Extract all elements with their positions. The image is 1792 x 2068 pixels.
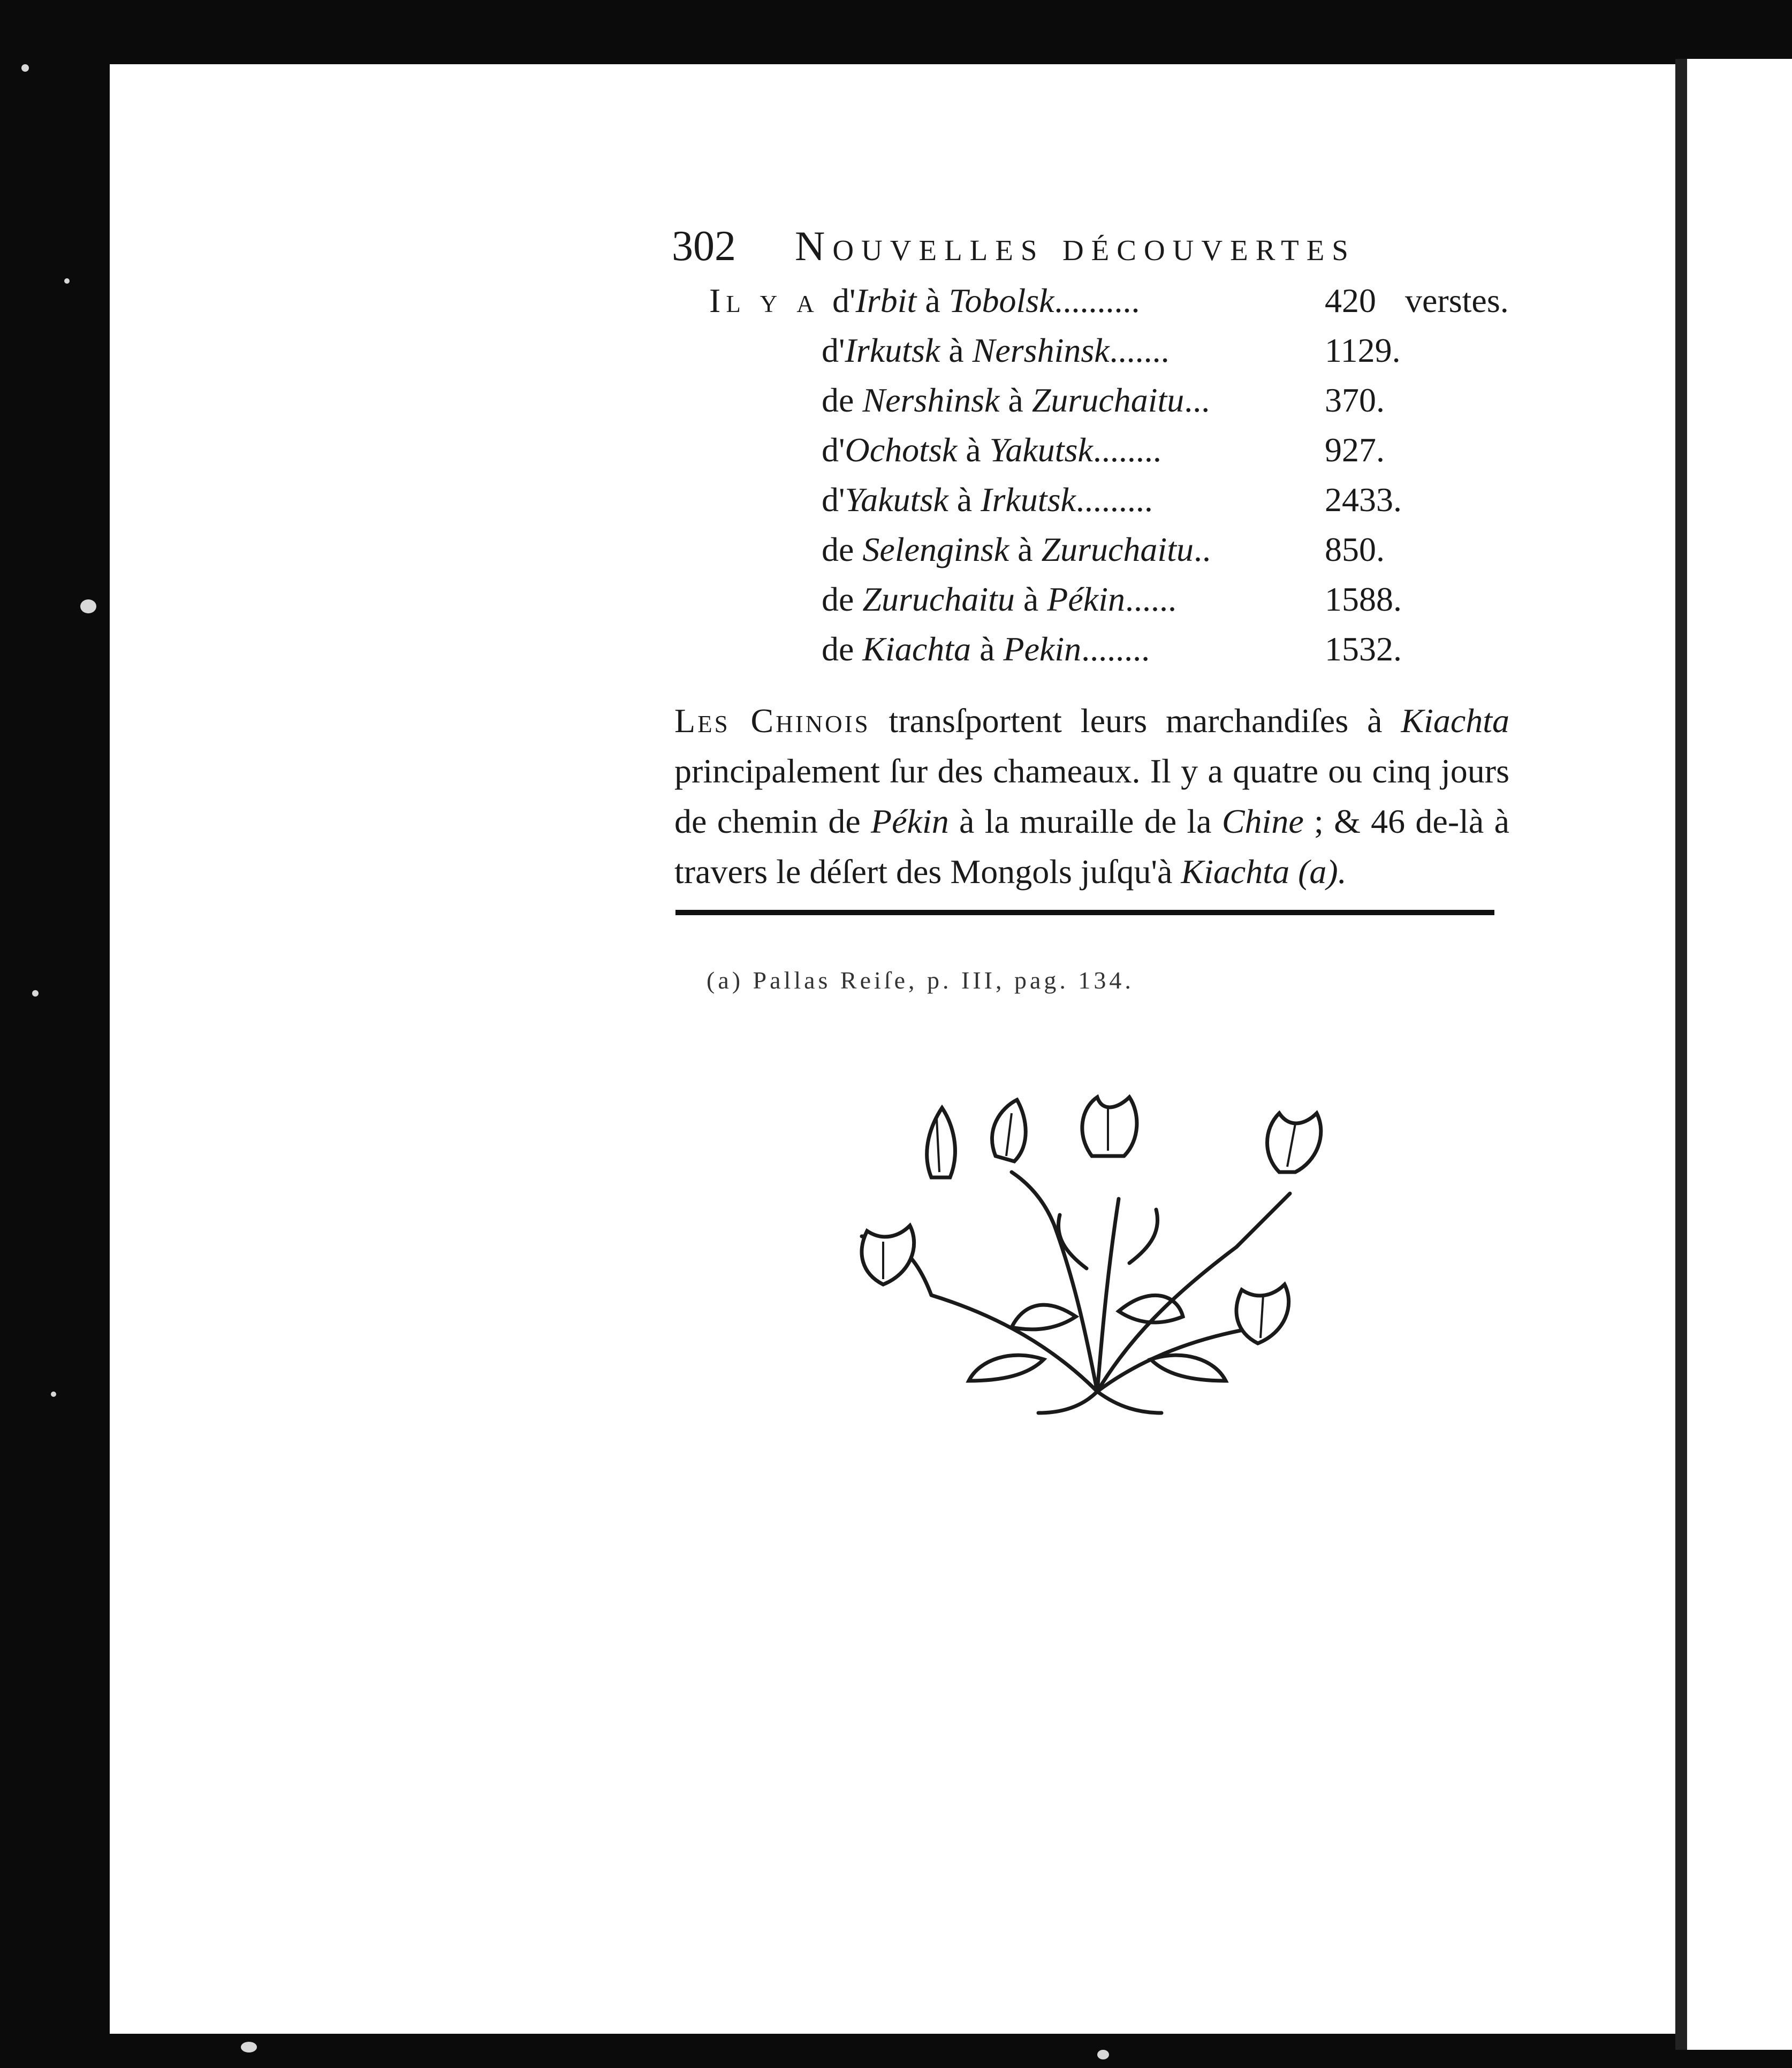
distance-row [709, 480, 1512, 530]
route-leader-dots: ....... [1109, 331, 1170, 369]
body-paragraph [674, 696, 1509, 897]
route-leader-dots: ......... [1075, 481, 1153, 519]
route-leader-dots: .......... [1054, 282, 1140, 320]
route-origin: Yakutsk [845, 481, 948, 519]
scan-speck [64, 278, 70, 284]
page-number: 302 [672, 223, 736, 270]
scan-speck [241, 2042, 257, 2052]
text-run-italic: (a). [1289, 853, 1347, 891]
route-leader-dots: ........ [1092, 431, 1161, 469]
route-prep: d' [822, 331, 845, 369]
text-run-italic: Pékin [871, 802, 949, 840]
route-distance: 1588. [1325, 580, 1402, 618]
text-run: Les Chinois [674, 702, 870, 740]
distance-row [709, 629, 1512, 679]
route-distance: 370. [1325, 381, 1385, 419]
facing-page-edge [1675, 59, 1792, 2050]
route-connector: à [948, 331, 964, 369]
route-distance: 1129. [1325, 331, 1401, 369]
text-run: principalement ſur des chameaux. Il y a quatre ou cinq jours de chemin de [674, 752, 1509, 840]
route-text [822, 629, 1150, 669]
scan-speck [51, 1392, 56, 1397]
route-leader-dots: ... [1184, 381, 1210, 419]
text-run: à la muraille de la [948, 802, 1222, 840]
route-connector: à [1023, 580, 1039, 618]
route-connector: à [966, 431, 981, 469]
route-connector: à [1008, 381, 1023, 419]
route-connector: à [925, 282, 940, 320]
route-destination: Zuruchaitu [1041, 530, 1194, 568]
footnote: (a) Pallas Reiſe, p. III, pag. 134. [707, 967, 1134, 994]
route-connector: à [1018, 530, 1033, 568]
route-prep: d' [822, 481, 845, 519]
route-leader-dots: ........ [1081, 630, 1150, 668]
route-distance: 420 [1325, 282, 1376, 320]
text-run: transſportent leurs marchandiſes à [870, 702, 1401, 740]
route-prep: d' [832, 282, 856, 320]
floral-tulip-ornament-icon [851, 1092, 1343, 1424]
scan-speck [1097, 2050, 1109, 2059]
route-destination: Irkutsk [981, 481, 1076, 519]
distance-row [709, 430, 1512, 480]
route-prep: d' [822, 431, 845, 469]
distance-row [709, 530, 1512, 580]
text-run: ; & 46 de-là à travers le déſert des Mongols juſqu'à [674, 802, 1509, 891]
route-origin: Irbit [855, 282, 917, 320]
distance-table [709, 281, 1512, 679]
route-origin: Nershinsk [862, 381, 1000, 419]
route-destination: Yakutsk [989, 431, 1093, 469]
route-distance: 2433. [1325, 481, 1402, 519]
route-text [822, 331, 1170, 370]
route-distance: 850. [1325, 530, 1385, 568]
route-text [822, 580, 1176, 619]
running-title: Nouvelles découvertes [795, 223, 1356, 269]
page-header [672, 222, 1507, 270]
route-connector: à [979, 630, 995, 668]
route-text [822, 530, 1211, 569]
distance-row [709, 281, 1512, 331]
text-run-italic: Kiachta [1401, 702, 1509, 740]
route-origin: Ochotsk [845, 431, 958, 469]
distance-row [709, 580, 1512, 629]
route-prep: de [822, 381, 863, 419]
route-prep: de [822, 580, 863, 618]
route-destination: Pékin [1047, 580, 1125, 618]
route-text [822, 381, 1210, 420]
route-destination: Tobolsk [948, 282, 1054, 320]
text-run-italic: Kiachta [1181, 853, 1290, 891]
route-destination: Nershinsk [972, 331, 1110, 369]
distance-row [709, 331, 1512, 381]
scan-speck [32, 990, 39, 997]
route-unit: verstes. [1405, 282, 1509, 320]
route-leader-dots: ...... [1125, 580, 1176, 618]
route-destination: Zuruchaitu [1031, 381, 1184, 419]
route-leader-dots: .. [1193, 530, 1211, 568]
route-destination: Pekin [1003, 630, 1082, 668]
route-distance: 1532. [1325, 630, 1402, 668]
route-distance: 927. [1325, 431, 1385, 469]
text-run-italic: Chine [1221, 802, 1304, 840]
scan-speck [80, 599, 96, 613]
distance-row [709, 381, 1512, 430]
row-lead: Il y a [709, 282, 819, 320]
scan-speck [21, 64, 29, 72]
route-origin: Kiachta [862, 630, 971, 668]
route-prep: de [822, 630, 863, 668]
route-origin: Selenginsk [862, 530, 1009, 568]
route-text [822, 480, 1153, 520]
route-origin: Irkutsk [845, 331, 940, 369]
route-text [822, 430, 1161, 470]
route-connector: à [956, 481, 973, 519]
route-origin: Zuruchaitu [862, 580, 1015, 618]
route-prep: de [822, 530, 863, 568]
route-text [832, 281, 1140, 321]
footnote-rule [675, 910, 1494, 915]
